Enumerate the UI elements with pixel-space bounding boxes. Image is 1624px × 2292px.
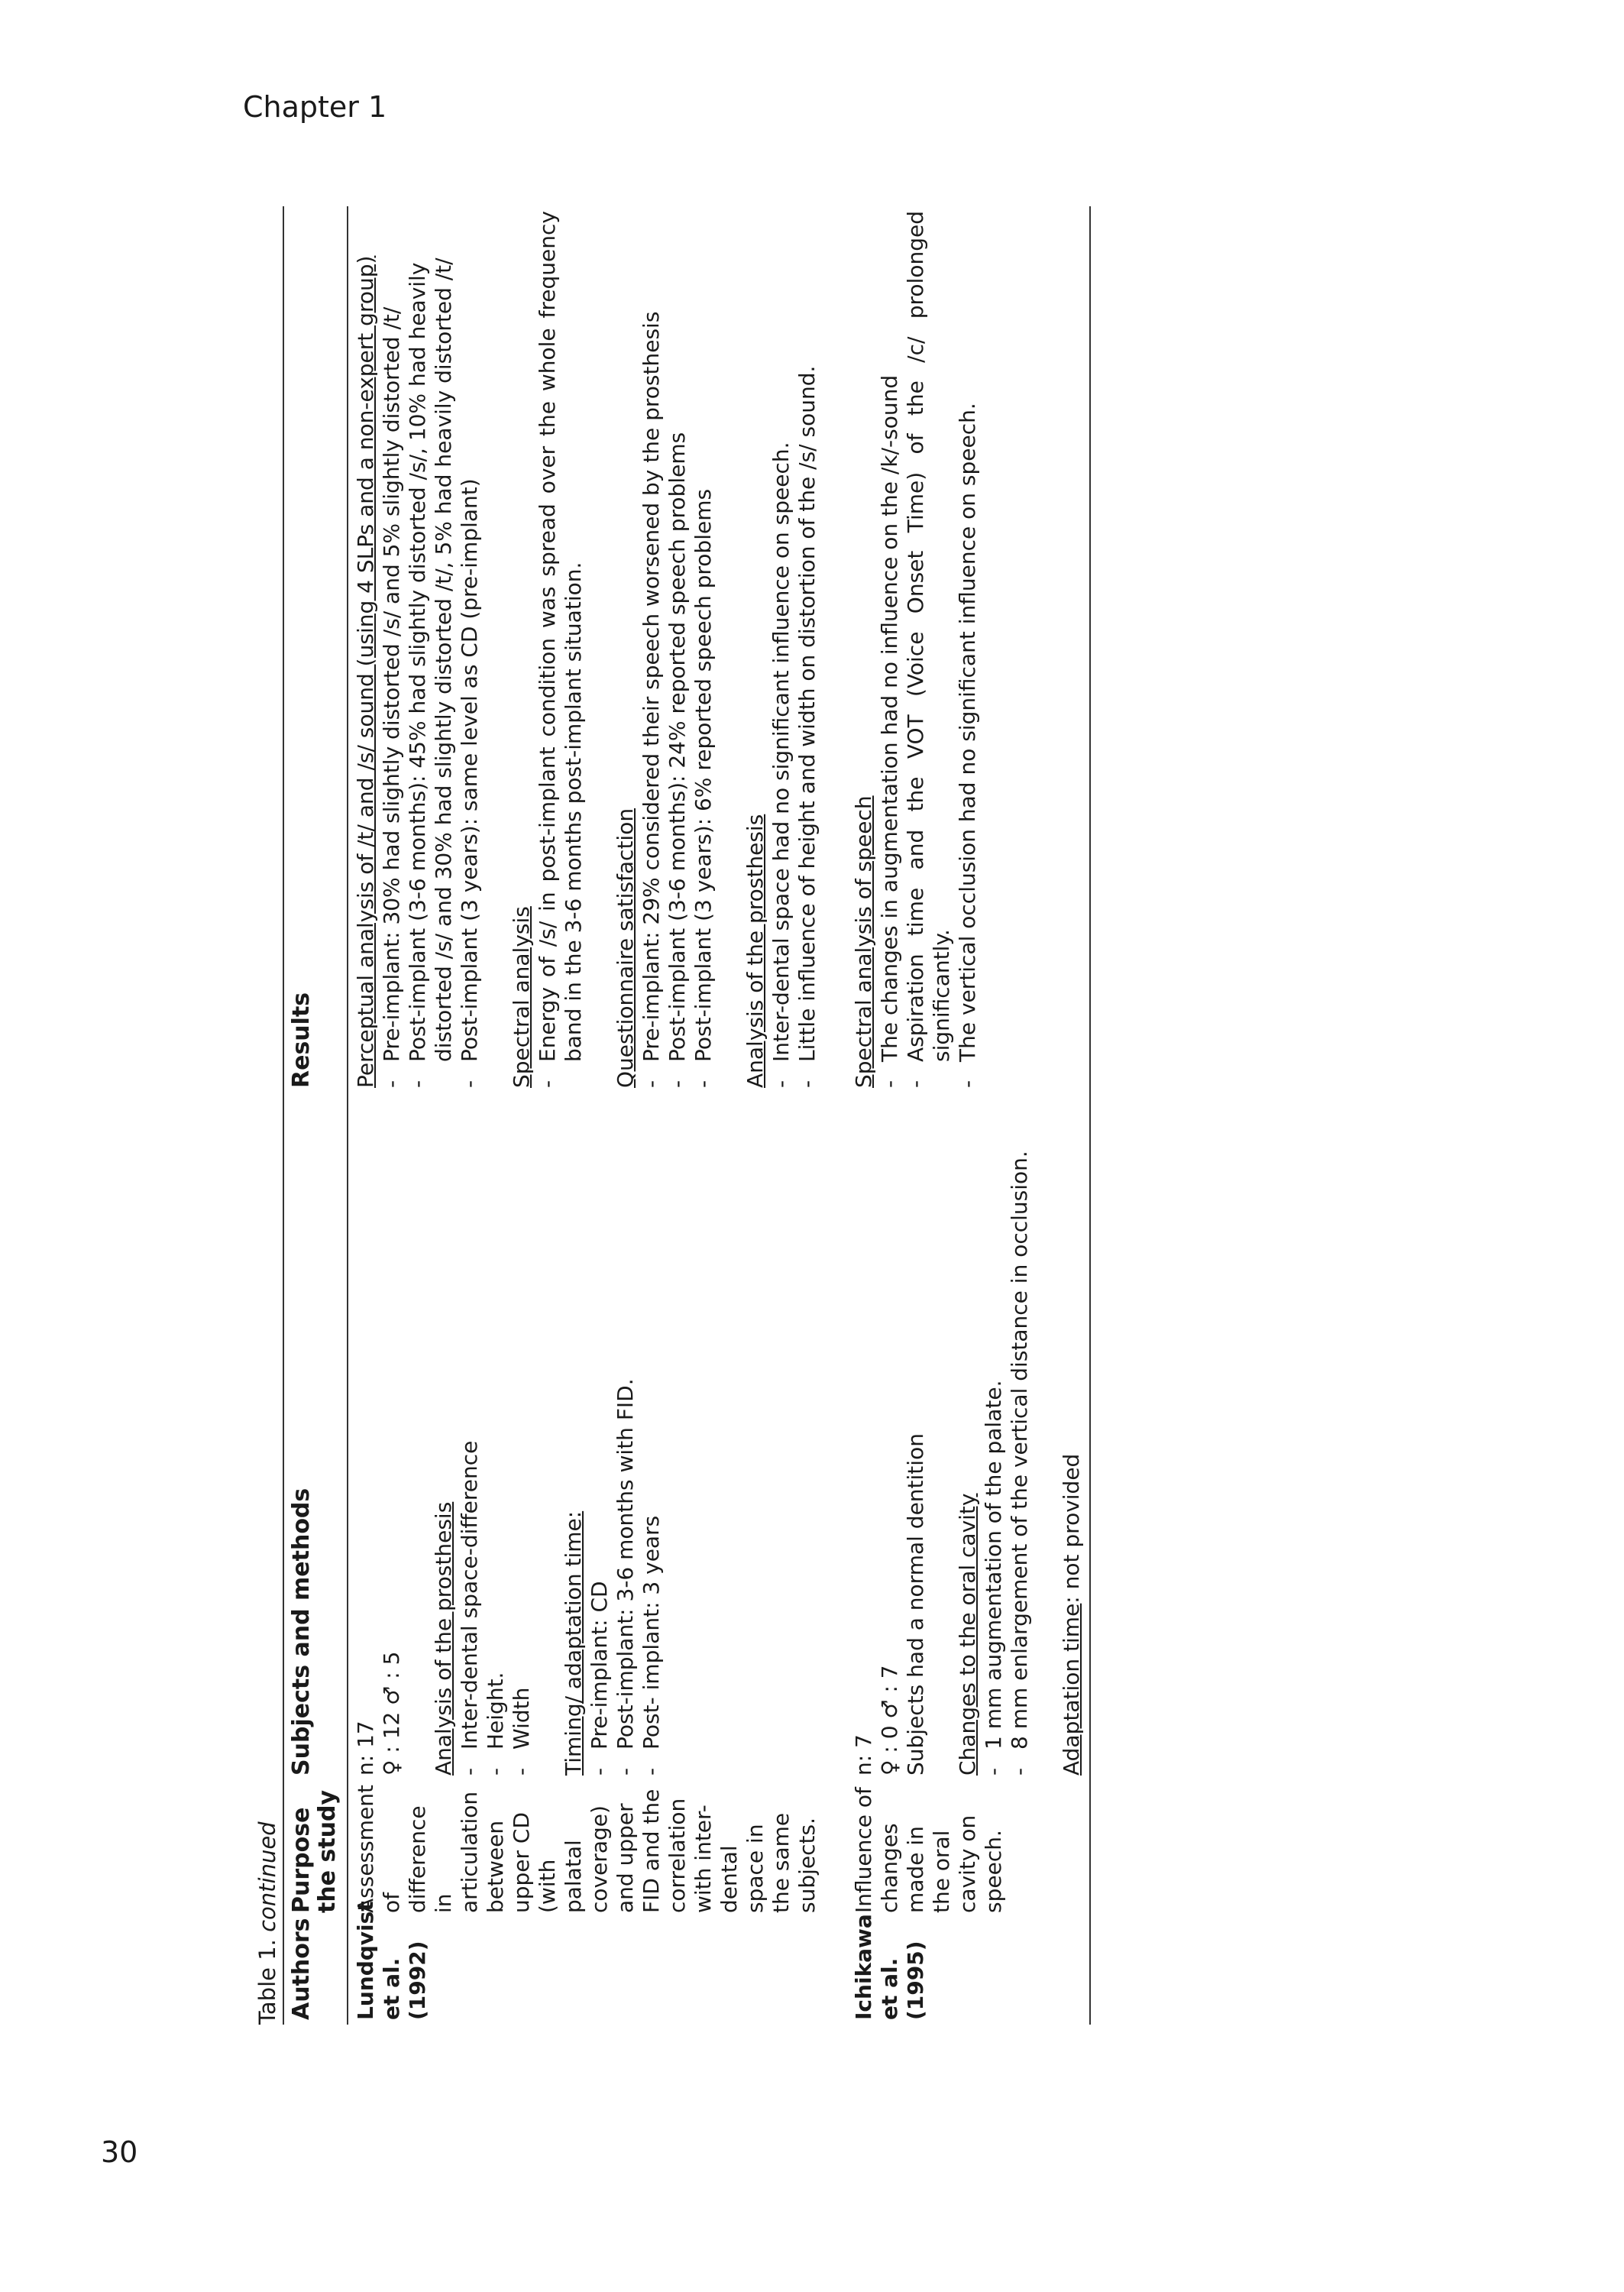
table-header (284, 206, 347, 2025)
list-item: - Inter-dental space had no significant influence on speech. (768, 442, 794, 1088)
header-subjects: Subjects and methods (288, 1488, 315, 1776)
table-row (846, 206, 1085, 2025)
list-item: - Post-implant (3-6 months): 45% had slightly distorted /s/, 10% had heavily distorted /s/ and 30% had slightly distorted /t/, 5% had heavily distorted /t/ (405, 257, 456, 1088)
list-item: - Pre-implant: 29% considered their speech worsened by the prosthesis (639, 311, 664, 1088)
list-item: - Width (509, 1687, 534, 1776)
questionnaire-title: Questionnaire satisfaction (613, 808, 638, 1088)
list-item: - Pre-implant: 30% had slightly distorted /s/ and 5% slightly distorted /t/ (379, 306, 404, 1088)
header-authors: Authors (288, 1918, 315, 2020)
list-item: - Energy of /s/ in post-implant condition was spread over the whole frequency band in the 3-6 months post-implant situation. (535, 211, 586, 1088)
row-subjects (851, 1093, 1085, 1780)
subjects-sex: ♀ : 0 ♂ : 7 (877, 1665, 902, 1776)
header-results: Results (288, 992, 315, 1088)
list-item: - Post-implant (3-6 months): 24% reported speech problems (665, 432, 690, 1088)
chapter-label: Chapter 1 (243, 90, 387, 124)
subjects-n: n: 7 (851, 1734, 876, 1776)
list-item: - Post-implant (3 years): same level as CD (pre-implant) (457, 478, 482, 1088)
caption-label: Table 1. (254, 1939, 280, 2025)
list-item: - Post-implant: 3-6 months with FID. (613, 1378, 638, 1776)
analysis-title: Analysis of the prosthesis (431, 1501, 456, 1776)
table-row (348, 206, 846, 2025)
list-item: - Inter-dental space-difference (457, 1440, 482, 1776)
row-author: Ichikawa et al. (1995) (851, 1914, 928, 2020)
list-item: - The vertical occlusion had no significant influence on speech. (955, 403, 980, 1088)
table-body (348, 206, 1085, 2025)
list-item: - Post-implant (3 years): 6% reported speech problems (691, 488, 716, 1088)
rotated-table (252, 206, 1322, 2025)
list-item: - Pre-implant: CD (587, 1581, 612, 1776)
list-item: - Aspiration time and the VOT (Voice Onset Time) of the /c/ prolonged significantly. (903, 211, 954, 1088)
table-caption (252, 206, 283, 2025)
prosthesis-title: Analysis of the prosthesis (742, 814, 768, 1088)
row-purpose: Influence of changes made in the oral cavity on speech. (851, 1787, 1006, 1913)
list-item: - Little influence of height and width on distortion of the /s/ sound. (794, 365, 820, 1088)
header-purpose: Purpose the study (288, 1789, 341, 1913)
subjects-n: n: 17 (353, 1721, 378, 1776)
spectral-speech-title: Spectral analysis of speech (851, 795, 876, 1088)
row-purpose: Assessment of difference in articulation between upper CD (with palatal coverage) and upper FID and the correlation with inter-dental space in the same subjects. (353, 1785, 820, 1913)
row-results (353, 206, 846, 1093)
row-results (851, 206, 1085, 1093)
list-item: - 1 mm augmentation of the palate. (981, 1380, 1006, 1776)
caption-continued: continued (254, 1821, 280, 1932)
perceptual-title: Perceptual analysis of /t/ and /s/ sound (using 4 SLPs and a non-expert group) (353, 255, 378, 1088)
list-item: - Height. (483, 1672, 508, 1776)
bottom-rule (1089, 206, 1091, 2025)
list-item: - The changes in augmentation had no influence on the /k/-sound (877, 374, 902, 1088)
list-item: - Post- implant: 3 years (639, 1515, 664, 1776)
row-author: Lundqvist et al. (1992) (353, 1901, 430, 2020)
row-subjects (353, 1093, 846, 1780)
spectral-title: Spectral analysis (509, 906, 534, 1088)
list-item: - 8 mm enlargement of the vertical distance in occlusion. (1007, 1151, 1032, 1776)
page-number: 30 (101, 2135, 138, 2169)
timing-title: Timing/ adaptation time: (561, 1510, 586, 1776)
adaptation-time: Adaptation time: not provided (1059, 1453, 1084, 1776)
subjects-normal: Subjects had a normal dentition (903, 1433, 928, 1776)
subjects-sex: ♀ : 12 ♂ : 5 (379, 1651, 404, 1776)
changes-title: Changes to the oral cavity (955, 1493, 980, 1776)
